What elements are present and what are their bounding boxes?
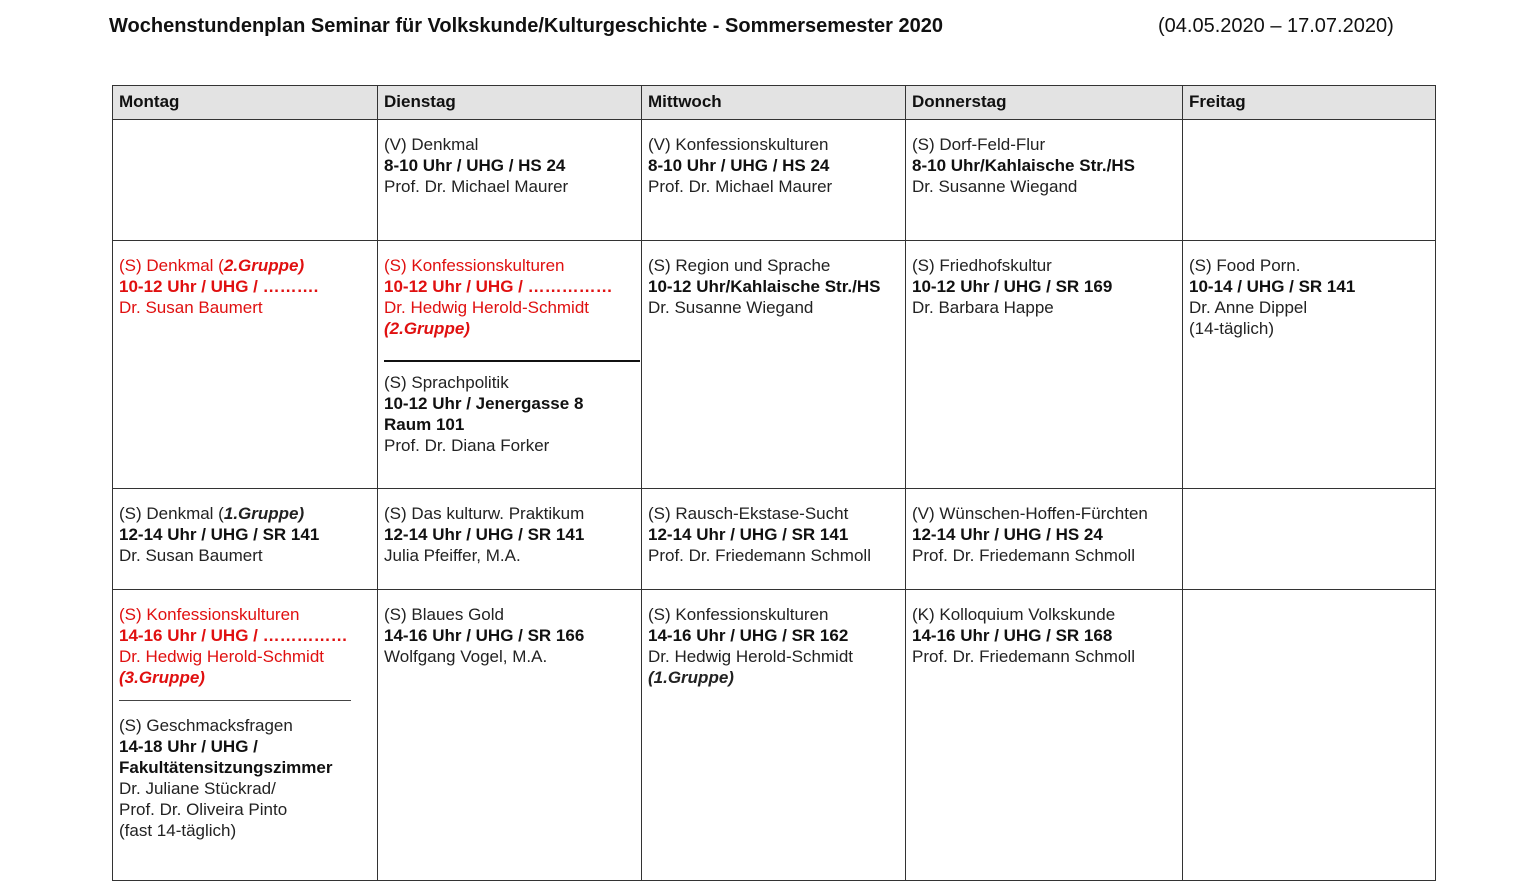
day-header-thursday: Donnerstag [906,86,1183,120]
course-title: (S) Denkmal (1.Gruppe) [119,504,305,523]
course-cell [906,120,1183,241]
table-row [113,590,1436,881]
course-cell [906,241,1183,489]
course-title: (V) Wünschen-Hoffen-Fürchten [912,504,1148,523]
course-time: 12-14 Uhr / UHG / HS 24 [912,525,1103,544]
course-lecturer: Dr. Hedwig Herold-Schmidt [119,647,325,666]
course-room: Raum 101 [384,415,465,434]
schedule-table [112,85,1436,881]
course-room: Fakultätensitzungszimmer [119,758,333,777]
course-title: (S) Food Porn. [1189,256,1301,275]
course-lecturer: Dr. Susan Baumert [119,298,263,317]
course-cell [906,590,1183,881]
course-title: (V) Konfessionskulturen [648,135,829,154]
course-lecturer: Prof. Dr. Michael Maurer [648,177,833,196]
header-row [113,86,1436,120]
course-time: 8-10 Uhr / UHG / HS 24 [648,156,830,175]
course-cell [906,489,1183,590]
divider [384,360,640,362]
course-title: (S) Denkmal (2.Gruppe) [119,256,305,275]
course-time: 10-12 Uhr / UHG / SR 169 [912,277,1113,296]
course-cell [642,489,906,590]
course-lecturer: Dr. Hedwig Herold-Schmidt [384,298,590,317]
course-lecturer: Prof. Dr. Friedemann Schmoll [912,647,1135,666]
course-time: 8-10 Uhr/Kahlaische Str./HS [912,156,1135,175]
course-time: 10-12 Uhr/Kahlaische Str./HS [648,277,881,296]
course-title: (S) Region und Sprache [648,256,831,275]
table-row [113,241,1436,489]
course-title: (S) Konfessionskulturen [119,605,300,624]
course-lecturer: Prof. Dr. Diana Forker [384,436,550,455]
course-time: 14-16 Uhr / UHG / SR 168 [912,626,1113,645]
course-time: 14-18 Uhr / UHG / [119,737,258,756]
course-lecturer: Prof. Dr. Michael Maurer [384,177,569,196]
course-time: 14-16 Uhr / UHG / …………… [119,626,348,645]
course-cell [113,489,378,590]
cell-empty [1183,489,1436,590]
course-title: (V) Denkmal [384,135,479,154]
course-note: (14-täglich) [1189,319,1275,338]
course-lecturer: Prof. Dr. Friedemann Schmoll [648,546,871,565]
course-time: 8-10 Uhr / UHG / HS 24 [384,156,566,175]
course-lecturer: Julia Pfeiffer, M.A. [384,546,521,565]
course-lecturer: Prof. Dr. Friedemann Schmoll [912,546,1135,565]
course-group: 2.Gruppe) [223,256,305,275]
course-group: (3.Gruppe) [119,668,205,687]
course-title: (S) Geschmacksfragen [119,716,293,735]
cell-empty [1183,120,1436,241]
course-title: (S) Rausch-Ekstase-Sucht [648,504,849,523]
divider [119,700,351,701]
course-time: 12-14 Uhr / UHG / SR 141 [648,525,849,544]
day-header-monday: Montag [113,86,378,120]
day-header-tuesday: Dienstag [378,86,642,120]
course-cell [378,590,642,881]
table-row [113,120,1436,241]
course-lecturer: Dr. Susanne Wiegand [912,177,1078,196]
course-title: (S) Sprachpolitik [384,373,509,392]
course-lecturer: Dr. Juliane Stückrad/ [119,779,276,798]
course-group: (2.Gruppe) [384,319,470,338]
course-cell [378,241,642,489]
course-lecturer: Dr. Barbara Happe [912,298,1054,317]
course-title: (S) Konfessionskulturen [384,256,565,275]
course-group: 1.Gruppe) [223,504,305,523]
course-cell [642,241,906,489]
course-time: 14-16 Uhr / UHG / SR 162 [648,626,849,645]
course-group: (1.Gruppe) [648,668,734,687]
course-time: 12-14 Uhr / UHG / SR 141 [384,525,585,544]
cell-empty [113,120,378,241]
course-time: 10-14 / UHG / SR 141 [1189,277,1356,296]
course-cell [642,120,906,241]
course-time: 14-16 Uhr / UHG / SR 166 [384,626,585,645]
course-time: 12-14 Uhr / UHG / SR 141 [119,525,320,544]
course-title: (S) Dorf-Feld-Flur [912,135,1046,154]
course-cell [378,120,642,241]
semester-dates: (04.05.2020 – 17.07.2020) [1158,15,1394,37]
course-cell [378,489,642,590]
course-cell [113,241,378,489]
course-time: 10-12 Uhr / Jenergasse 8 [384,394,584,413]
course-title: (S) Blaues Gold [384,605,504,624]
course-cell [1183,241,1436,489]
course-lecturer: Dr. Susanne Wiegand [648,298,814,317]
course-cell [113,590,378,881]
course-time: 10-12 Uhr / UHG / …………… [384,277,613,296]
course-title: (K) Kolloquium Volkskunde [912,605,1116,624]
course-note: (fast 14-täglich) [119,821,237,840]
course-title: (S) Konfessionskulturen [648,605,829,624]
course-lecturer: Prof. Dr. Oliveira Pinto [119,800,288,819]
course-lecturer: Dr. Anne Dippel [1189,298,1308,317]
course-lecturer: Dr. Hedwig Herold-Schmidt [648,647,854,666]
cell-empty [1183,590,1436,881]
day-header-wednesday: Mittwoch [642,86,906,120]
page-title: Wochenstundenplan Seminar für Volkskunde/Kulturgeschichte - Sommersemester 2020 [109,15,943,37]
course-time: 10-12 Uhr / UHG / ………. [119,277,319,296]
course-lecturer: Wolfgang Vogel, M.A. [384,647,548,666]
course-title: (S) Das kulturw. Praktikum [384,504,585,523]
table-row [113,489,1436,590]
course-title: (S) Friedhofskultur [912,256,1052,275]
day-header-friday: Freitag [1183,86,1436,120]
course-cell [642,590,906,881]
course-lecturer: Dr. Susan Baumert [119,546,263,565]
